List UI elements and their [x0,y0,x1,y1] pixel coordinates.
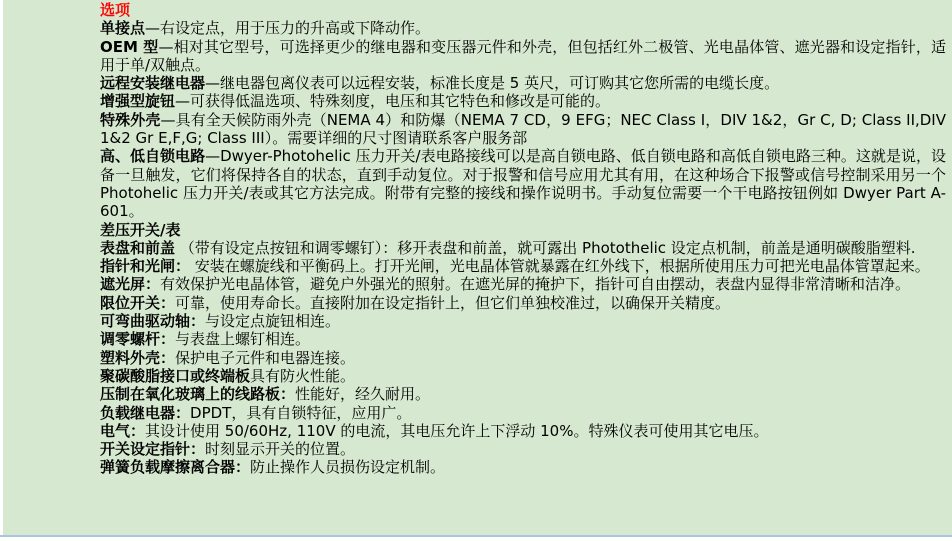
left-edge-strip [0,0,3,541]
paragraph-lead: 指针和光闸： [100,257,191,276]
paragraph-text: 性能好，经久耐用。 [295,385,431,404]
paragraph-text: DPDT，具有自锁特征，应用广。 [190,403,412,422]
paragraph-remote-relay [100,74,946,92]
paragraph-text: —继电器包离仪表可以远程安装，标准长度是 5 英尺，可订购其它您所需的电缆长度。 [205,74,780,93]
paragraph-lead: 特殊外壳 [100,110,161,129]
paragraph-text: （带有设定点按钮和调零螺钉）：移开表盘和前盖，就可露出 Photothelic 设定点机制，前盖是通明碳酸脂塑料. [175,238,916,257]
paragraph-text: 防止操作人员损伤设定机制。 [250,458,446,477]
paragraph-polycarbonate-terminal [100,367,946,385]
paragraph-lead: 高、低自锁电路 [100,147,206,166]
paragraph-lead: OEM 型 [100,37,159,56]
paragraph-lead: 差压开关/表 [100,220,181,239]
paragraph-text: 与表盘上螺钉相连。 [175,330,311,349]
paragraph-text: 保护电子元件和电器连接。 [175,348,356,367]
paragraph-lead: 限位开关： [100,293,176,312]
paragraph-plastic-housing [100,349,946,367]
paragraph-latching-circuits [100,147,946,220]
paragraph-single-setpoint [100,19,946,37]
bottom-edge-strip [0,537,952,541]
paragraph-electrical [100,422,946,440]
paragraph-lead: 增强型旋钮 [100,92,176,111]
paragraph-pointer-shutter [100,257,946,275]
paragraph-lead: 电气： [100,421,146,440]
paragraph-dial-front-cover [100,239,946,257]
paragraph-lead: 塑料外壳： [100,348,176,367]
paragraph-lead: 开关设定指针： [100,440,206,459]
paragraph-text: 其设计使用 50/60Hz, 110V 的电流，其电压允许上下浮动 10%。特殊仪表可使用其它电压。 [145,421,769,440]
paragraph-text: —右设定点，用于压力的升高或下降动作。 [145,19,431,38]
paragraph-lead: 远程安装继电器 [100,74,206,93]
paragraph-load-relay [100,404,946,422]
paragraph-lead: 负载继电器： [100,403,191,422]
paragraph-limit-switch [100,294,946,312]
paragraph-text: —可获得低温选项、特殊刻度，电压和其它特色和修改是可能的。 [175,92,611,111]
paragraph-switch-set-pointer [100,440,946,458]
paragraph-lead: 聚碳酸脂接口或终端板 [100,366,251,385]
paragraph-zero-adjust-screw [100,330,946,348]
options-text-block [100,1,946,477]
heading-differential-switch-gage [100,221,946,239]
paragraph-text: 与设定点旋钮相连。 [205,312,341,331]
paragraph-special-enclosure [100,111,946,148]
paragraph-text: 时刻显示开关的位置。 [205,440,356,459]
paragraph-lead: 单接点 [100,19,146,38]
paragraph-lead: 可弯曲驱动轴： [100,312,206,331]
paragraph-flexible-drive-shaft [100,312,946,330]
paragraph-text: 具有防火性能。 [250,366,356,385]
paragraph-lead: 遮光屏： [100,275,161,294]
page-title: 选项 [100,1,131,19]
paragraph-circuit-board [100,385,946,403]
paragraph-text: —Dwyer-Photohelic 压力开关/表电路接线可以是高自锁电路、低自锁电路和高低自锁电路三种。这就是说，设备一旦触发，它们将保持各自的状态，直到手动复位。对于报警和信号应用尤其有用，在这种场合下报警或信号控制采用另一个 Photohelic 压力开关/表或其它方法完成。附带有完整的接线和操作说明书。手动复位需要一个干电路按钮例如 Dwyer Part A-601。 [100,147,946,221]
paragraph-text: —相对其它型号，可选择更少的继电器和变压器元件和外壳，但包括红外二极管、光电晶体管、遮光器和设定指针，适用于单/双触点。 [100,37,946,74]
paragraph-lead: 压制在氧化玻璃上的线路板： [100,385,296,404]
paragraph-lead: 调零螺杆： [100,330,176,349]
paragraph-lead: 弹簧负载摩擦离合器： [100,458,251,477]
paragraph-light-shield [100,275,946,293]
paragraph-text: 有效保护光电晶体管，避免户外强光的照射。在遮光屏的掩护下，指针可自由摆动，表盘内显得非常清晰和洁净。 [160,275,911,294]
paragraph-text: —具有全天候防雨外壳（NEMA 4）和防爆（NEMA 7 CD，9 EFG；NEC Class I，DIV 1&2，Gr C, D; Class II,DIV 1&2 Gr E,F,G; Class III）。需要详细的尺寸图请联系客户服务部 [100,110,946,148]
paragraph-oem-type [100,38,946,75]
paragraph-text: 可靠，使用寿命长。直接附加在设定指针上，但它们单独校准过，以确保开关精度。 [175,293,731,312]
paragraph-text: 安装在螺旋线和平衡码上。打开光闸，光电晶体管就暴露在红外线下，根据所使用压力可把光电晶体管罩起来。 [190,257,930,276]
paragraph-enhanced-knob [100,92,946,110]
paragraph-friction-clutch [100,458,946,476]
paragraph-lead: 表盘和前盖 [100,238,176,257]
